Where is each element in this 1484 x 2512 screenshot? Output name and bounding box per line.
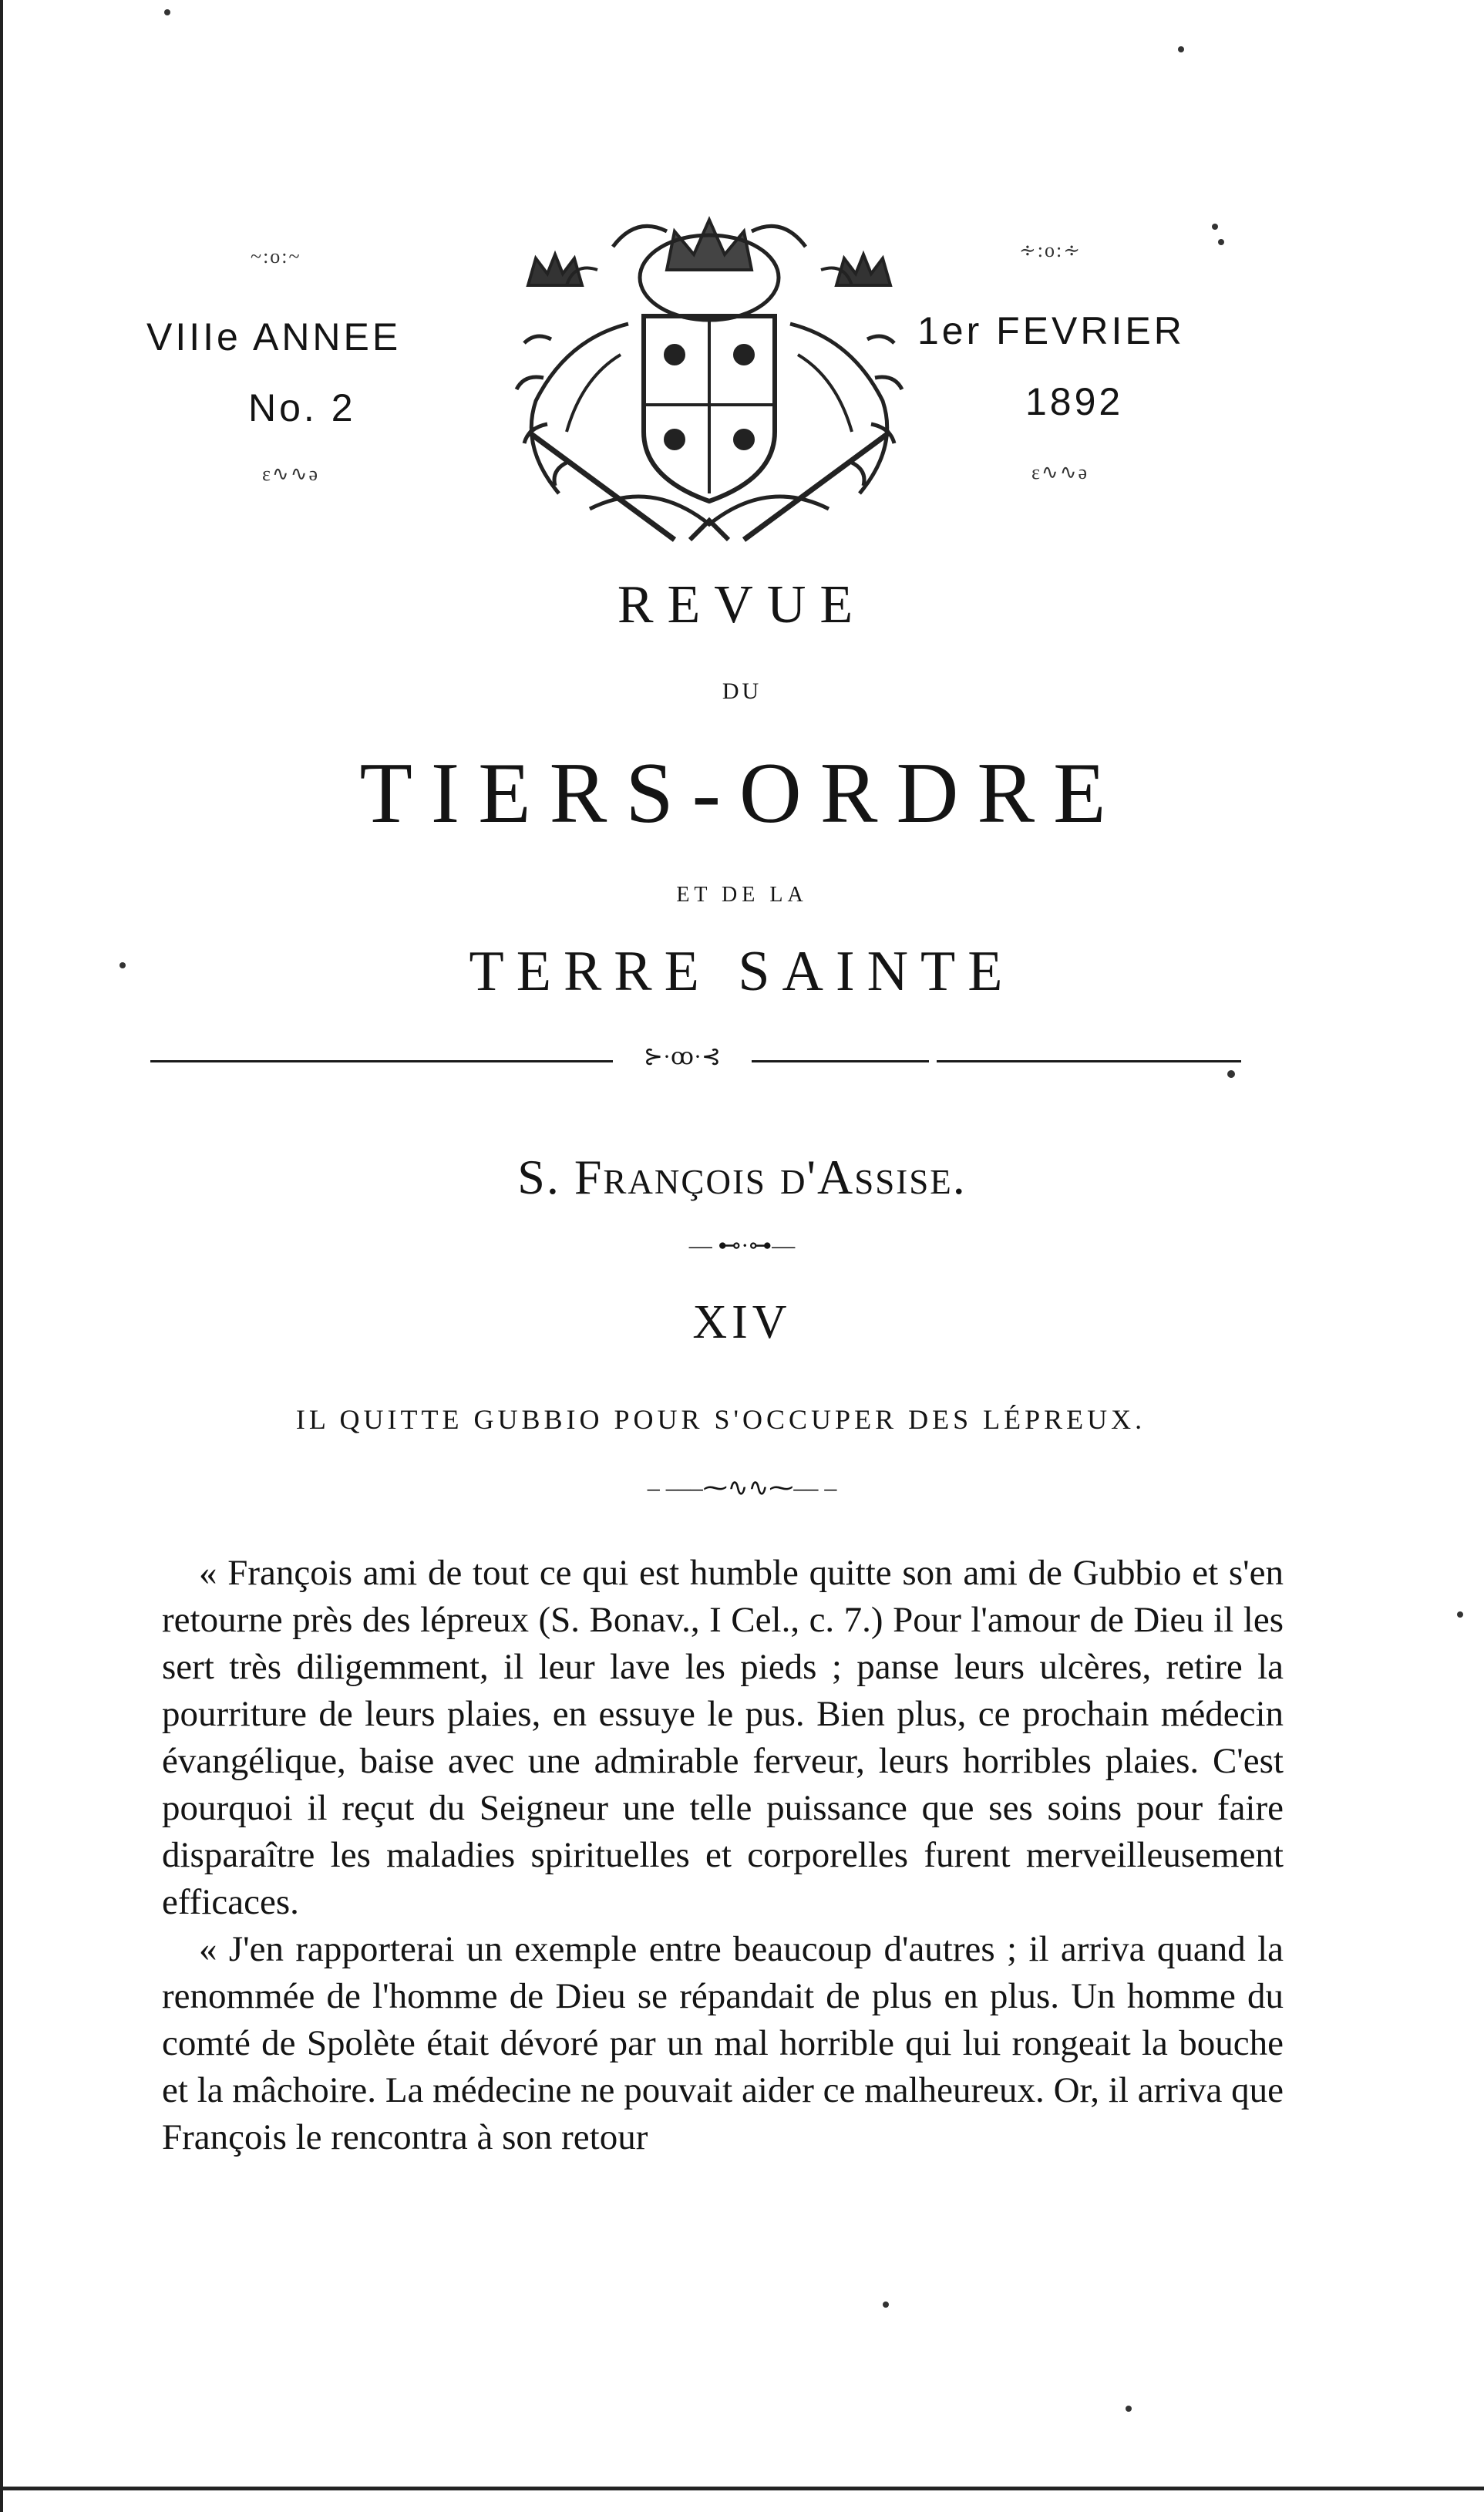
speckle: [1227, 1070, 1235, 1078]
page-bottom-border: [0, 2487, 1484, 2490]
speckle: [164, 9, 170, 15]
chapter-number: XIV: [692, 1296, 792, 1349]
coat-of-arms-emblem: [474, 200, 944, 555]
divider-rule: [150, 1060, 613, 1062]
issue-number: No. 2: [248, 386, 356, 429]
ornament-flourish: ε∿∿ə: [1031, 461, 1089, 483]
divider-rule: [937, 1060, 1241, 1062]
masthead-du: DU: [722, 679, 762, 704]
masthead-revue: REVUE: [617, 575, 867, 635]
subtitle-ornament: – –––⁓∿∿⁓–– –: [647, 1473, 837, 1501]
issue-year: 1892: [1025, 380, 1124, 423]
ornament-flourish: ∻:o:∻: [1019, 239, 1082, 261]
ornament-flourish: ~:o:~: [251, 245, 301, 268]
speckle: [1218, 239, 1224, 245]
speckle: [1126, 2406, 1132, 2412]
paragraph: « J'en rapporterai un exemple entre beaucoup d'autres ; il arriva quand la renommée de l'homme de Dieu se répandait de plus en plus. Un homme du comté de Spolète était dévoré par un mal horrible qui lui rongeait la bouche et la mâchoire. La médecine ne pouvait aider ce malheureux. Or, il arriva que François le rencontra à son retour: [162, 1929, 1284, 2157]
speckle: [1178, 46, 1184, 52]
speckle: [1212, 224, 1218, 230]
speckle: [1457, 1611, 1463, 1618]
masthead-et-de-la: ET DE LA: [676, 883, 808, 907]
volume-year: VIIIe ANNEE: [146, 315, 402, 359]
speckle: [883, 2302, 889, 2308]
issue-date: 1er FEVRIER: [917, 309, 1185, 352]
divider-rule: [752, 1060, 929, 1062]
chapter-subtitle: IL QUITTE GUBBIO POUR S'OCCUPER DES LÉPREUX.: [295, 1404, 1146, 1435]
ornament-flourish: ε∿∿ə: [262, 463, 320, 485]
divider-ornament: ⊱·ꝏ·⊰: [643, 1044, 722, 1069]
title-ornament: — ⊷·⊶—: [688, 1233, 796, 1258]
article-title: S. François d'Assise.: [517, 1150, 967, 1204]
masthead-tiers-ordre: TIERS-ORDRE: [359, 746, 1125, 841]
paragraph: « François ami de tout ce qui est humble quitte son ami de Gubbio et s'en retourne près des lépreux (S. Bonav., I Cel., c. 7.) Pour l'amour de Dieu il les sert très diligemment, il leur lave les pieds ; panse leurs ulcères, retire la pourriture de leurs plaies, en essuye le pus. Bien plus, ce prochain médecin évangélique, baise avec une admirable ferveur, leurs horribles plaies. C'est pourquoi il reçut du Seigneur une telle puissance que ses soins pour faire disparaître les maladies spirituelles et corporelles furent merveilleusement efficaces.: [162, 1553, 1284, 1922]
masthead-terre-sainte: TERRE SAINTE: [469, 940, 1015, 1003]
article-body: [162, 1550, 1284, 2161]
